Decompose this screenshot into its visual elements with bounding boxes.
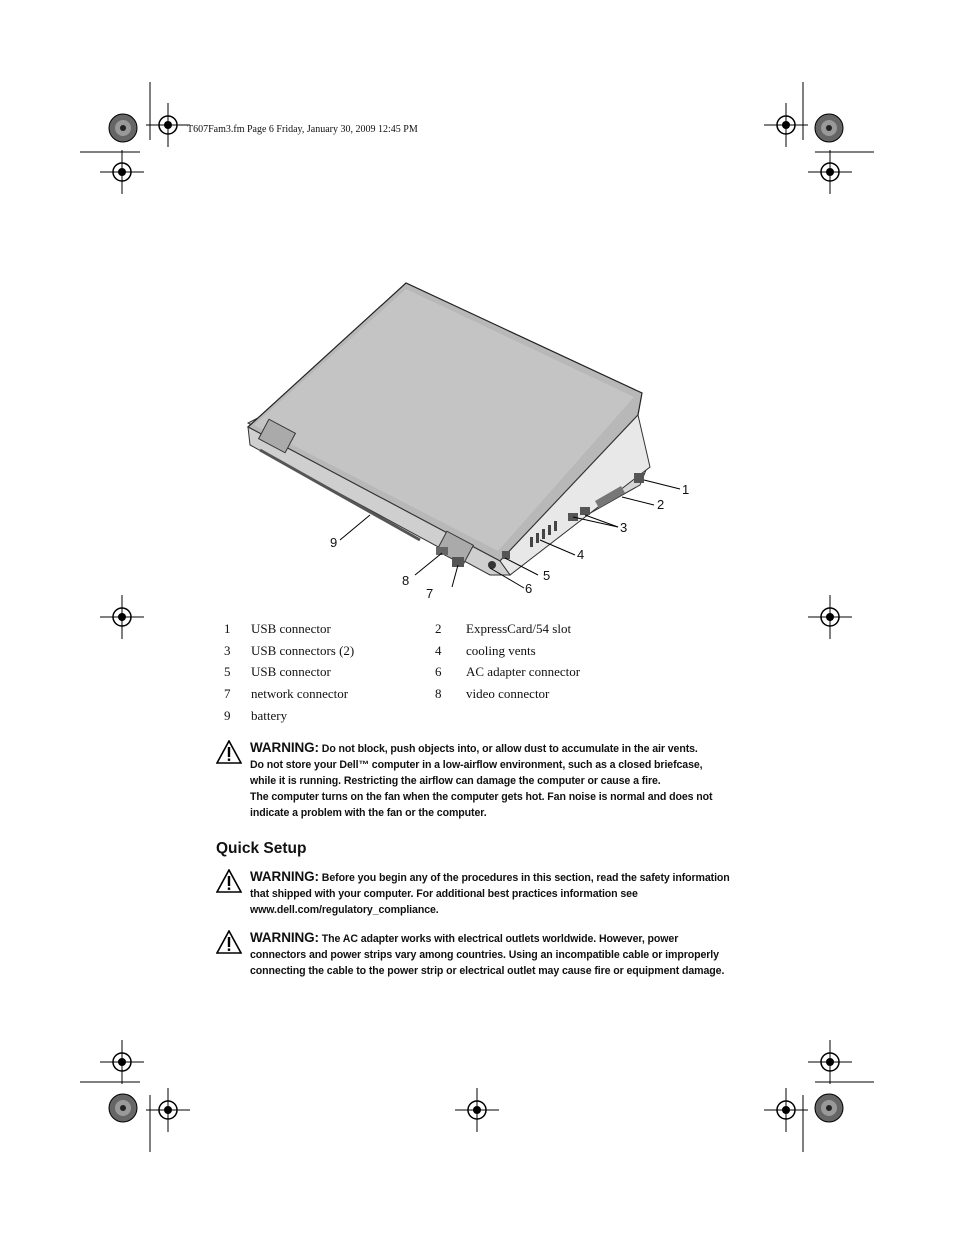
legend-num: 1	[224, 621, 231, 636]
warning-triangle-icon	[216, 930, 242, 954]
legend-num: 9	[224, 708, 231, 723]
warning-label: WARNING:	[250, 930, 319, 945]
legend-num: 2	[435, 621, 442, 636]
crosshair-icon	[815, 1094, 843, 1122]
warning-line: Before you begin any of the procedures in this section, read the safety information	[321, 872, 730, 884]
callout-8: 8	[402, 573, 410, 588]
legend-num: 8	[435, 686, 442, 701]
crosshair-icon	[109, 114, 137, 142]
legend-label: ExpressCard/54 slot	[466, 621, 572, 636]
legend-label: USB connector	[251, 664, 331, 679]
legend-label: USB connector	[251, 621, 331, 636]
legend-num: 3	[224, 643, 231, 658]
warning-label: WARNING:	[250, 740, 319, 755]
section-title: Quick Setup	[216, 840, 307, 857]
legend-num: 6	[435, 664, 442, 679]
warning-label: WARNING:	[250, 869, 319, 884]
warning-line: Do not store your Dell™ computer in a low-airflow environment, such as a closed briefcase,	[250, 759, 703, 771]
warning-triangle-icon	[216, 869, 242, 893]
legend-label: video connector	[466, 686, 550, 701]
legend-label: network connector	[251, 686, 349, 701]
callout-5: 5	[543, 568, 551, 583]
legend-label: battery	[251, 708, 288, 723]
callout-7: 7	[426, 586, 434, 601]
crosshair-icon	[815, 114, 843, 142]
warning-line: connecting the cable to the power strip or electrical outlet may cause fire or equipment damage.	[250, 965, 725, 977]
warning-line: Do not block, push objects into, or allow dust to accumulate in the air vents.	[321, 743, 698, 755]
legend-num: 5	[224, 664, 231, 679]
callout-4: 4	[577, 547, 585, 562]
callout-3: 3	[620, 520, 628, 535]
laptop-back-illustration	[240, 275, 710, 605]
callout-9: 9	[330, 535, 338, 550]
callout-6: 6	[525, 581, 533, 596]
warning-line: indicate a problem with the fan or the computer.	[250, 807, 487, 819]
warning-triangle-icon	[216, 740, 242, 764]
warning-line: The computer turns on the fan when the computer gets hot. Fan noise is normal and does not	[250, 791, 713, 803]
callout-2: 2	[657, 497, 665, 512]
warning-safety-info	[216, 869, 756, 921]
warning-text	[250, 869, 750, 918]
warning-air-vents	[216, 740, 756, 830]
legend-label: cooling vents	[466, 643, 536, 658]
legend-num: 7	[224, 686, 231, 701]
warning-line: while it is running. Restricting the airflow can damage the computer or cause a fire.	[250, 775, 661, 787]
legend-label: USB connectors (2)	[251, 643, 355, 658]
legend-num: 4	[435, 643, 442, 658]
warning-line: connectors and power strips vary among countries. Using an incompatible cable or improperly	[250, 949, 719, 961]
legend-label: AC adapter connector	[466, 664, 581, 679]
crosshair-icon	[109, 1094, 137, 1122]
warning-line: The AC adapter works with electrical outlets worldwide. However, power	[321, 933, 679, 945]
file-header: T607Fam3.fm Page 6 Friday, January 30, 2009 12:45 PM	[187, 124, 418, 135]
warning-ac-adapter	[216, 930, 756, 982]
callout-1: 1	[682, 482, 690, 497]
warning-text	[250, 930, 760, 979]
warning-line: that shipped with your computer. For additional best practices information see	[250, 888, 638, 900]
warning-line: www.dell.com/regulatory_compliance.	[250, 904, 439, 916]
warning-text	[250, 740, 750, 821]
